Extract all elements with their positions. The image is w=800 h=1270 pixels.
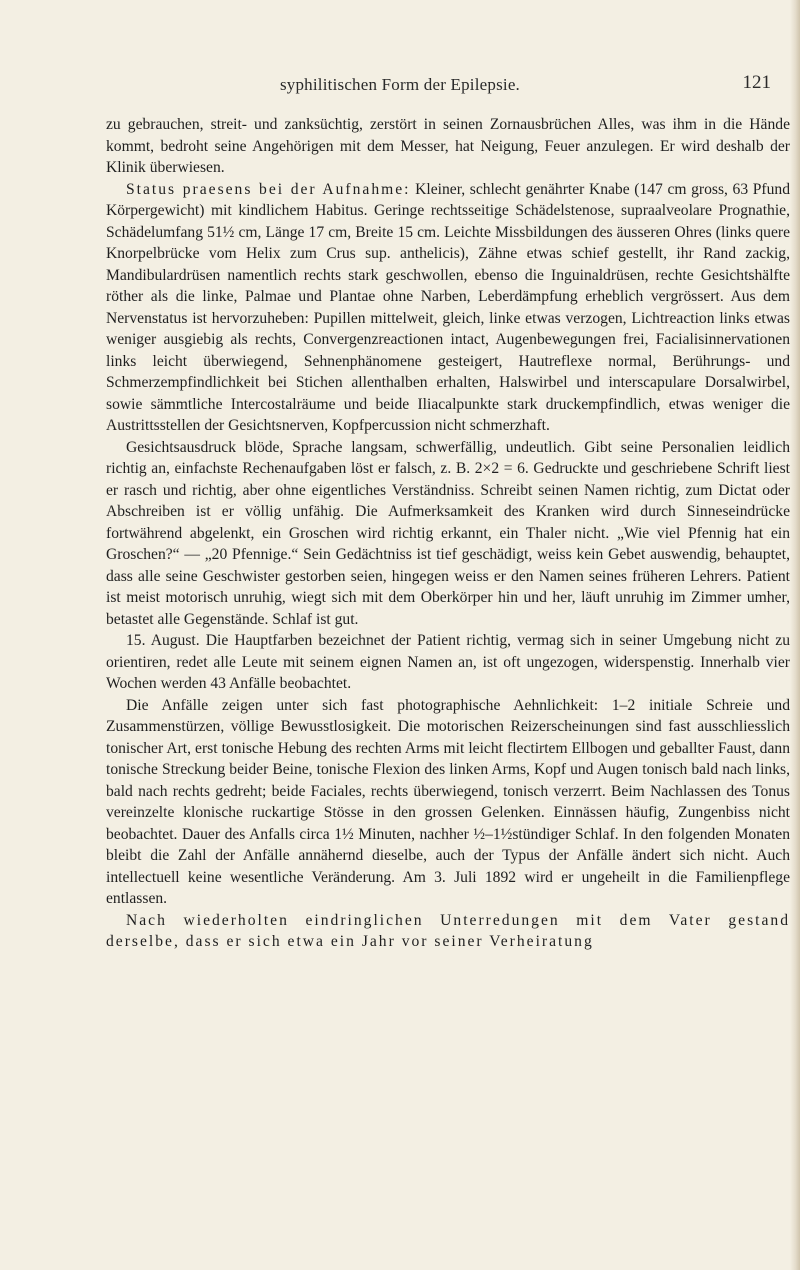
page-number: 121 [742, 72, 771, 93]
status-praesens-lead: Status praesens bei der Aufnahme: [126, 180, 411, 198]
status-praesens-text: Kleiner, schlecht genährter Knabe (147 cm gross, 63 Pfund Körpergewicht) mit kindlichem Habitus. Geringe rechtsseitige Schädelstenose, supraalveolare Prognathie, Schädelumfang 51½ cm, Länge 17 cm, Breite 15 cm. Leichte Missbildungen des äusseren Ohres (links quere Knorpelbrücke vom Helix zum Crus sup. anthelicis), Zähne etwas schief gestellt, ihr Rand zackig, Mandibulardrüsen namentlich rechts stark geschwollen, ebenso die Inguinaldrüsen, rechte Gesichtshälfte röther als die linke, Palmae und Plantae ohne Narben, Leberdämpfung erheblich vergrössert. Aus dem Nervenstatus ist hervorzuheben: Pupillen mittelweit, gleich, linke etwas verzogen, Lichtreaction links etwas weniger ausgiebig als rechts, Convergenzreactionen intact, Augenbewegungen frei, Facialisinnervationen links leicht überwiegend, Sehnenphänomene gesteigert, Hautreflexe normal, Berührungs- und Schmerzempfindlichkeit bei Stichen allenthalben erhalten, Halswirbel und interscapulare Dorsalwirbel, sowie sämmtliche Intercostalräume und beide Iliacalpunkte stark druckempfindlich, etwas weniger die Austrittsstellen der Gesichtsnerven, Kopfpercussion nicht schmerzhaft. [106, 180, 791, 434]
body-text [106, 114, 790, 953]
paragraph-status-praesens [106, 179, 790, 437]
paragraph-gesichtsausdruck: Gesichtsausdruck blöde, Sprache langsam, schwerfällig, undeutlich. Gibt seine Personalien leidlich richtig an, einfachste Rechenaufgaben löst er falsch, z. B. 2×2 = 6. Gedruckte und geschriebene Schrift liest er rasch und richtig, aber ohne eigentliches Verständniss. Schreibt seinen Namen richtig, zum Dictat oder Abschreiben ist er völlig unfähig. Die Aufmerksamkeit des Kranken wird durch Sinneseindrücke fortwährend abgelenkt, ein Groschen wird richtig erkannt, ein Thaler nicht. „Wie viel Pfennig hat ein Groschen?“ — „20 Pfennige.“ Sein Gedächtniss ist tief geschädigt, weiss kein Gebet auswendig, behauptet, dass alle seine Geschwister gestorben seien, hingegen weiss er den Namen seines früheren Lehrers. Patient ist meist motorisch unruhig, wiegt sich mit dem Oberkörper hin und her, läuft unruhig im Zimmer umher, betastet alle Gegenstände. Schlaf ist gut. [106, 438, 790, 628]
paragraph-15-august: 15. August. Die Hauptfarben bezeichnet der Patient richtig, vermag sich in seiner Umgebung nicht zu orientiren, redet alle Leute mit seinem eignen Namen an, ist oft ungezogen, widerspenstig. Innerhalb vier Wochen werden 43 Anfälle beobachtet. [106, 632, 790, 692]
running-title: syphilitischen Form der Epilepsie. [279, 75, 521, 94]
paragraph-anfaelle: Die Anfälle zeigen unter sich fast photographische Aehnlichkeit: 1–2 initiale Schreie und Zusammenstürzen, völlige Bewusstlosigkeit. Die motorischen Reizerscheinungen sind fast ausschliesslich tonischer Art, erst tonische Hebung des rechten Arms mit leicht flectirtem Ellbogen und geballter Faust, dann tonische Streckung beider Beine, tonische Flexion des linken Arms, Kopf und Augen tonisch bald nach links, bald nach rechts gedreht; beide Faciales, rechts überwiegend, tonisch verzerrt. Beim Nachlassen des Tonus vereinzelte klonische ruckartige Stösse in den grossen Gelenken. Einnässen häufig, Zungenbiss nicht beobachtet. Dauer des Anfalls circa 1½ Minuten, nachher ½–1½stündiger Schlaf. In den folgenden Monaten bleibt die Zahl der Anfälle annähernd dieselbe, auch der Typus der Anfälle ändert sich nicht. Auch intellectuell keine wesentliche Veränderung. Am 3. Juli 1892 wird er ungeheilt in die Familienpflege entlassen. [106, 696, 790, 907]
page-header [0, 70, 800, 100]
paragraph-continuation: zu gebrauchen, streit- und zanksüchtig, zerstört in seinen Zornausbrüchen Alles, was ihm in die Hände kommt, bedroht seine Angehörigen mit dem Messer, hat Neigung, Feuer anzulegen. Er wird deshalb der Klinik überwiesen. [106, 116, 790, 176]
page-edge-shadow [790, 0, 800, 1270]
paragraph-vater: Nach wiederholten eindringlichen Unterredungen mit dem Vater gestand derselbe, dass er sich etwa ein Jahr vor seiner Verheiratung [106, 911, 790, 950]
